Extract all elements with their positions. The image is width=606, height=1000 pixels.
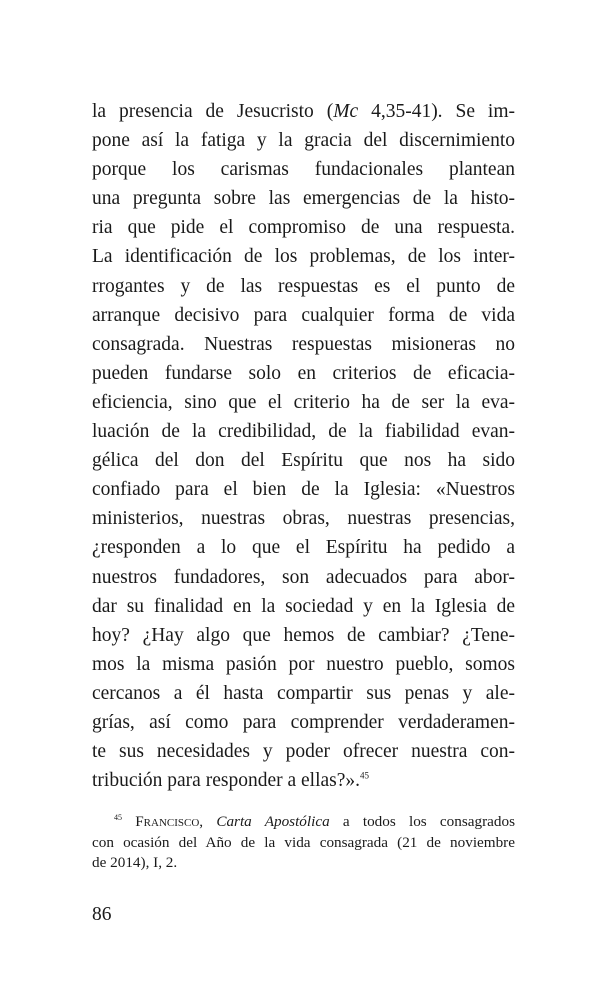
text-line: pueden fundarse solo en criterios de eficacia- xyxy=(92,362,515,384)
footnote-reference[interactable]: 45 xyxy=(360,770,370,781)
text-line: La identificación de los problemas, de los inter- xyxy=(92,246,515,268)
text-line: mos la misma pasión por nuestro pueblo, somos xyxy=(92,653,515,675)
text-line: rrogantes y de las respuestas es el punto de xyxy=(92,275,515,297)
text-line: luación de la credibilidad, de la fiabilidad evan- xyxy=(92,421,515,443)
text-line: una pregunta sobre las emergencias de la histo- xyxy=(92,188,515,210)
citation-abbrev: Mc xyxy=(333,101,359,122)
footnote-title: Carta Apostólica xyxy=(216,813,330,830)
page-body xyxy=(92,97,515,795)
footnote-number: 45 xyxy=(114,812,122,822)
text-line: grías, así como para comprender verdaderamen- xyxy=(92,711,515,733)
text-line: dar su finalidad en la sociedad y en la Iglesia de xyxy=(92,595,515,617)
text-line: te sus necesidades y poder ofrecer nuestra con- xyxy=(92,741,515,763)
footnote-line: $^{45}$ Francisco, Carta Apostólica a todos los consagrados xyxy=(114,812,515,830)
text-line: confiado para el bien de la Iglesia: «Nuestros xyxy=(92,479,515,501)
text-line: tribución para responder a ellas?».$^{45}$ xyxy=(92,770,370,792)
page-number: 86 xyxy=(92,904,112,925)
text-line: nuestros fundadores, son adecuados para abor- xyxy=(92,566,515,588)
text-line: la presencia de Jesucristo (Mc 4,35-41). Se im- xyxy=(92,101,515,122)
text-line: pone así la fatiga y la gracia del discernimiento xyxy=(92,130,515,152)
text-line: eficiencia, sino que el criterio ha de ser la eva- xyxy=(92,391,515,413)
footnote-line: con ocasión del Año de la vida consagrada (21 de noviembre xyxy=(92,833,515,851)
footnote-author: Francisco xyxy=(135,813,200,830)
text-line: hoy? ¿Hay algo que hemos de cambiar? ¿Tene- xyxy=(92,624,515,646)
footnote xyxy=(92,812,515,874)
main-paragraph xyxy=(92,97,515,795)
text-line: porque los carismas fundacionales plantean xyxy=(92,159,515,181)
text-line: arranque decisivo para cualquier forma de vida xyxy=(92,304,515,326)
text-line: ministerios, nuestras obras, nuestras presencias, xyxy=(92,508,515,530)
footnote-line: de 2014), I, 2. xyxy=(92,854,178,871)
text-line: consagrada. Nuestras respuestas misioneras no xyxy=(92,333,515,355)
text-line: cercanos a él hasta compartir sus penas y ale- xyxy=(92,682,515,704)
text-line: ¿responden a lo que el Espíritu ha pedido a xyxy=(92,537,515,559)
text-line: gélica del don del Espíritu que nos ha sido xyxy=(92,450,515,472)
text-line: ria que pide el compromiso de una respuesta. xyxy=(92,217,515,239)
